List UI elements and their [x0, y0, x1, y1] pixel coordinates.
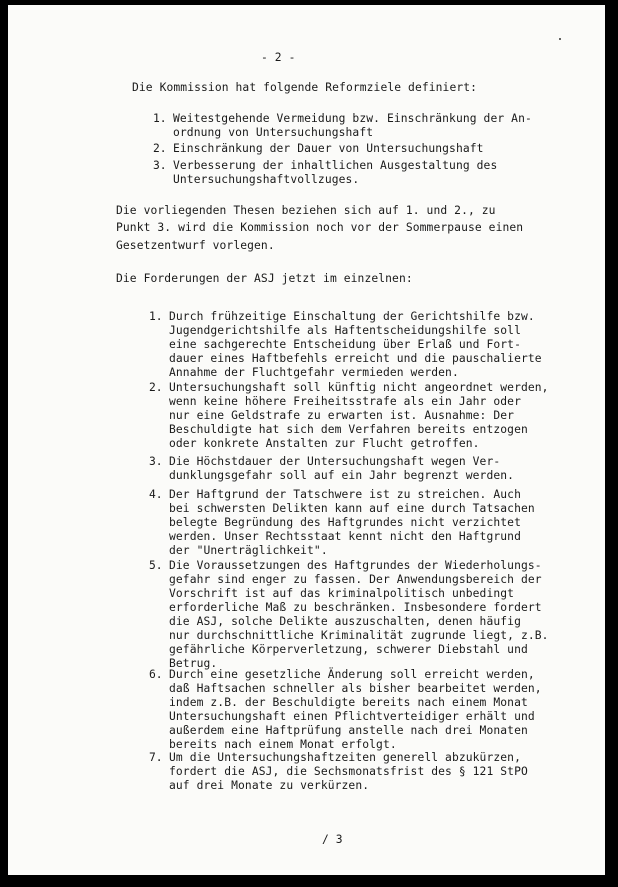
list-item-line: Vorschrift ist auf das kriminalpolitisch unbedingt — [169, 587, 515, 600]
list-item-line: fordert die ASJ, die Sechsmonatsfrist des § 121 StPO — [169, 765, 528, 778]
list-item-line: bereits nach einem Monat erfolgt. — [169, 738, 397, 751]
intro-line: Die Kommission hat folgende Reformziele definiert: — [132, 81, 478, 94]
list-number: 3. — [149, 455, 163, 468]
list-item-line: daß Haftsachen schneller als bisher bearbeitet werden, — [169, 682, 542, 695]
list-number: 1. — [153, 112, 167, 125]
list-item-line: auf drei Monate zu verkürzen. — [169, 779, 370, 792]
list-item-line: oder konkrete Anstalten zur Flucht getroffen. — [169, 437, 480, 450]
list-item-line: ordnung von Untersuchungshaft — [173, 126, 374, 139]
list-item-line: Einschränkung der Dauer von Untersuchungshaft — [173, 142, 484, 155]
list-item-line: dunklungsgefahr soll auf ein Jahr begrenzt werden. — [169, 469, 515, 482]
list-number: 4. — [149, 488, 163, 501]
list-item-line: Der Haftgrund der Tatschwere ist zu streichen. Auch — [169, 488, 521, 501]
list-number: 1. — [149, 310, 163, 323]
list-item-line: werden. Unser Rechtsstaat kennt nicht den Haftgrund — [169, 530, 521, 543]
paragraph-line: Gesetzentwurf vorlegen. — [116, 239, 275, 252]
list-item-line: erforderliche Maß zu beschränken. Insbesondere fordert — [169, 601, 542, 614]
list-number: 3. — [153, 159, 167, 172]
list-item-line: Annahme der Fluchtgefahr vermieden werden. — [169, 366, 459, 379]
list-item-line: nur durchschnittliche Kriminalität zugrunde liegt, z.B. — [169, 629, 549, 642]
list-item-line: Durch eine gesetzliche Änderung soll erreicht werden, — [169, 668, 535, 681]
list-item-line: nur eine Geldstrafe zu erwarten ist. Ausnahme: Der — [169, 409, 515, 422]
footer-continuation: / 3 — [322, 833, 343, 846]
list-item-line: Jugendgerichtshilfe als Haftentscheidungshilfe soll — [169, 324, 521, 337]
list-item-line: gefährliche Körperverletzung, schwerer Diebstahl und — [169, 643, 528, 656]
list-item-line: bei schwersten Delikten kann auf eine durch Tatsachen — [169, 502, 535, 515]
list-item-line: Weitestgehende Vermeidung bzw. Einschränkung der An- — [173, 112, 532, 125]
list-number: 2. — [149, 381, 163, 394]
list-item-line: belegte Begründung des Haftgrundes nicht verzichtet — [169, 516, 521, 529]
list-item-line: dauer eines Haftbefehls erreicht und die pauschalierte — [169, 352, 542, 365]
list-item-line: Verbesserung der inhaltlichen Ausgestaltung des — [173, 159, 498, 172]
list-item-line: außerdem eine Haftprüfung anstelle nach drei Monaten — [169, 724, 528, 737]
paragraph-line: Punkt 3. wird die Kommission noch vor der Sommerpause einen — [116, 221, 524, 234]
list-number: 5. — [149, 559, 163, 572]
list-number: 6. — [149, 668, 163, 681]
list-item-line: Untersuchungshaft einen Pflichtverteidiger erhält und — [169, 710, 535, 723]
list-item-line: Betrug. — [169, 657, 218, 670]
paragraph-line: Die vorliegenden Thesen beziehen sich auf 1. und 2., zu — [116, 204, 496, 217]
list-item-line: Beschuldigte hat sich dem Verfahren bereits entzogen — [169, 423, 528, 436]
demands-heading: Die Forderungen der ASJ jetzt im einzelnen: — [116, 272, 413, 285]
list-item-line: Untersuchungshaft soll künftig nicht angeordnet werden, — [169, 381, 549, 394]
list-item-line: Die Höchstdauer der Untersuchungshaft wegen Ver- — [169, 455, 501, 468]
page-number: - 2 - — [261, 51, 296, 64]
list-number: 7. — [149, 751, 163, 764]
list-item-line: Um die Untersuchungshaftzeiten generell abzukürzen, — [169, 751, 521, 764]
list-item-line: eine sachgerechte Entscheidung über Erlaß und Fort- — [169, 338, 521, 351]
document-page — [8, 5, 605, 875]
list-item-line: wenn keine höhere Freiheitsstrafe als ein Jahr oder — [169, 395, 521, 408]
list-item-line: Untersuchungshaftvollzuges. — [173, 173, 360, 186]
list-item-line: Durch frühzeitige Einschaltung der Gerichtshilfe bzw. — [169, 310, 535, 323]
list-item-line: die ASJ, solche Delikte auszuschalten, denen häufig — [169, 615, 521, 628]
list-number: 2. — [153, 142, 167, 155]
scan-speck — [559, 38, 561, 40]
list-item-line: der "Unerträglichkeit". — [169, 544, 328, 557]
list-item-line: indem z.B. der Beschuldigte bereits nach einem Monat — [169, 696, 528, 709]
list-item-line: gefahr sind enger zu fassen. Der Anwendungsbereich der — [169, 573, 542, 586]
list-item-line: Die Voraussetzungen des Haftgrundes der Wiederholungs- — [169, 559, 542, 572]
